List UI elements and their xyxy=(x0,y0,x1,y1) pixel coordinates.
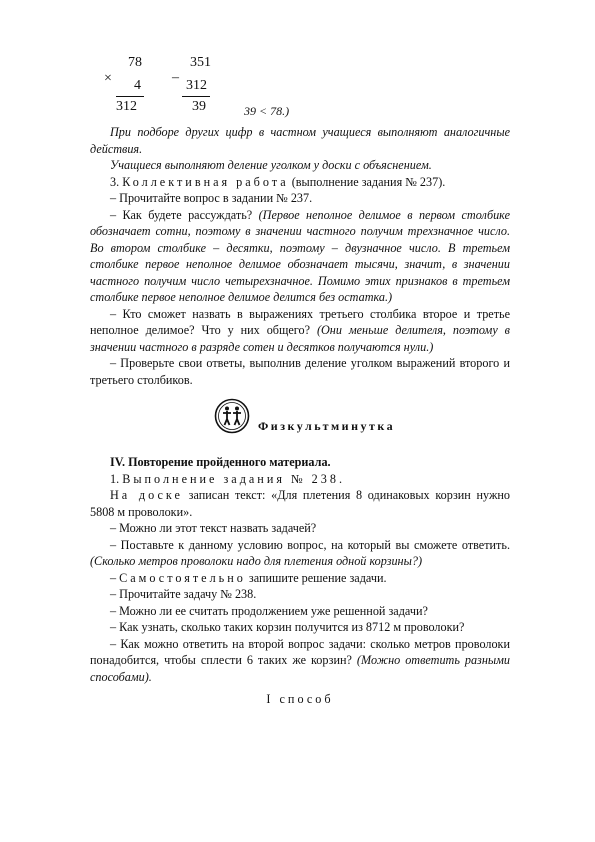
paragraph: – Прочитайте вопрос в задании № 237. xyxy=(110,191,313,205)
physical-break xyxy=(90,398,510,448)
sub-top: 351 xyxy=(190,55,211,70)
paragraph: – Кто сможет назвать в выражениях третьего столбика второе и третье неполное делимое? Что у них общего? (Они меньше делителя, поэтому в значении частного в разряде сотен и десятков получаются нули.) xyxy=(90,306,510,354)
sub-result: 39 xyxy=(192,99,206,114)
mult-rule xyxy=(116,96,144,97)
mult-bottom: 4 xyxy=(134,78,141,93)
exercise-icon xyxy=(214,398,250,434)
paragraph: 1. Выполнение задания № 238. xyxy=(110,471,346,486)
paragraph: – Как будете рассуждать? (Первое неполное делимое в первом столбике обозначает сотни, поэтому в значении частного получим трехзначное число. Во втором столбике – десятки, поэтому – двузначное число. В третьем столбике первое неполное делимое обозначает тысячи, значит, в значении частного получим число четырехзначное. Помимо этих признаков в третьем столбике первое неполное делимое делится без остатка.) xyxy=(90,207,510,304)
paragraph: – Прочитайте задачу № 238. xyxy=(110,587,257,601)
body-text xyxy=(90,124,510,708)
mult-top: 78 xyxy=(128,55,142,70)
paragraph: – Поставьте к данному условию вопрос, на который вы сможете ответить. (Сколько метров проволоки надо для плетения одной корзины?) xyxy=(90,537,510,568)
section-heading: IV. Повторение пройденного материала. xyxy=(110,455,331,469)
paragraph: На доске записан текст: «Для плетения 8 одинаковых корзин нужно 5808 м проволоки». xyxy=(90,488,510,519)
sub-rule xyxy=(182,96,210,97)
mult-sign: × xyxy=(104,71,112,86)
paragraph: – Как узнать, сколько таких корзин получится из 8712 м проволоки? xyxy=(110,620,465,634)
paragraph: – Самостоятельно запишите решение задачи. xyxy=(110,570,387,585)
paragraph: При подборе других цифр в частном учащиеся выполняют аналогичные действия. xyxy=(90,125,510,156)
paragraph: – Можно ли этот текст назвать задачей? xyxy=(110,521,317,535)
paragraph: – Как можно ответить на второй вопрос задачи: сколько метров проволоки понадобится, чтобы сплести 6 таких же корзин? (Можно ответить разными способами). xyxy=(90,636,510,684)
paragraph: – Проверьте свои ответы, выполнив деление уголком выражений второго и третьего столбиков. xyxy=(90,356,510,387)
section-title: Физкультминутка xyxy=(258,419,396,433)
comparison-note: 39 < 78.) xyxy=(244,104,290,118)
sub-sign: – xyxy=(172,70,179,85)
mult-result: 312 xyxy=(116,99,137,114)
paragraph: – Можно ли ее считать продолжением уже решенной задачи? xyxy=(110,603,428,618)
method-heading: I способ xyxy=(266,692,334,706)
paragraph: 3. Коллективная работа (выполнение задания № 237). xyxy=(110,174,446,189)
paragraph: Учащиеся выполняют деление уголком у доски с объяснением. xyxy=(110,158,432,172)
sub-bottom: 312 xyxy=(186,78,207,93)
